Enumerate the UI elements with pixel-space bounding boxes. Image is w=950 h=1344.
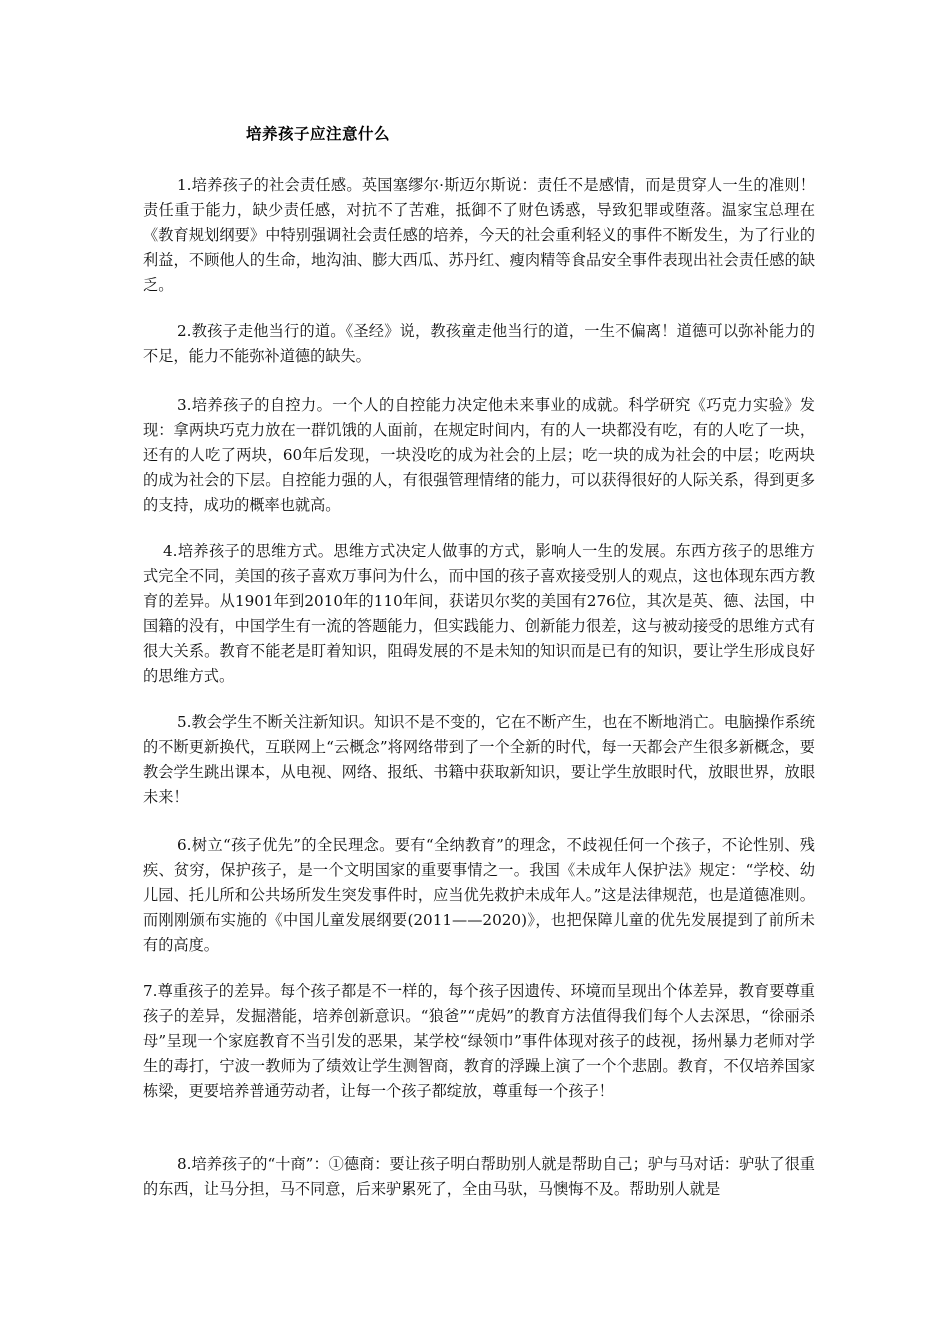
- paragraph-3: 3.培养孩子的自控力。一个人的自控能力决定他未来事业的成就。科学研究《巧克力实验》发现：拿两块巧克力放在一群饥饿的人面前，在规定时间内，有的人一块都没有吃，有的人吃了一块，还有的人吃了两块，60年后发现，一块没吃的成为社会的上层；吃一块的成为社会的中层；吃两块的成为社会的下层。自控能力强的人，有很强管理情绪的能力，可以获得很好的人际关系，得到更多的支持，成功的概率也就高。: [143, 396, 815, 514]
- paragraph-6: 6.树立“孩子优先”的全民理念。要有“全纳教育”的理念，不歧视任何一个孩子，不论性别、残疾、贫穷，保护孩子，是一个文明国家的重要事情之一。我国《未成年人保护法》规定：“学校、幼儿园、托儿所和公共场所发生突发事件时，应当优先救护未成年人。”这是法律规范，也是道德准则。而刚刚颁布实施的《中国儿童发展纲要(2011——2020)》，也把保障儿童的优先发展提到了前所未有的高度。: [143, 836, 815, 954]
- paragraph-1: 1.培养孩子的社会责任感。英国塞缪尔·斯迈尔斯说：责任不是感情，而是贯穿人一生的准则！责任重于能力，缺少责任感，对抗不了苦难，抵御不了财色诱惑，导致犯罪或堕落。温家宝总理在《教育规划纲要》中特别强调社会责任感的培养，今天的社会重利轻义的事件不断发生，为了行业的利益，不顾他人的生命，地沟油、膨大西瓜、苏丹红、瘦肉精等食品安全事件表现出社会责任感的缺乏。: [143, 176, 815, 294]
- paragraph-5: 5.教会学生不断关注新知识。知识不是不变的，它在不断产生，也在不断地消亡。电脑操作系统的不断更新换代，互联网上“云概念”将网络带到了一个全新的时代，每一天都会产生很多新概念，要教会学生跳出课本，从电视、网络、报纸、书籍中获取新知识，要让学生放眼时代，放眼世界，放眼未来！: [143, 713, 815, 806]
- document-title: 培养孩子应注意什么: [246, 125, 391, 143]
- paragraph-2: 2.教孩子走他当行的道。《圣经》说，教孩童走他当行的道，一生不偏离！道德可以弥补能力的不足，能力不能弥补道德的缺失。: [143, 322, 815, 365]
- paragraph-4: 4.培养孩子的思维方式。思维方式决定人做事的方式，影响人一生的发展。东西方孩子的思维方式完全不同，美国的孩子喜欢万事问为什么，而中国的孩子喜欢接受别人的观点，这也体现东西方教育的差异。从1901年到2010年的110年间，获诺贝尔奖的美国有276位，其次是英、德、法国，中国籍的没有，中国学生有一流的答题能力，但实践能力、创新能力很差，这与被动接受的思维方式有很大关系。教育不能老是盯着知识，阻碍发展的不是未知的知识而是已有的知识，要让学生形成良好的思维方式。: [143, 542, 815, 685]
- paragraph-7: 7.尊重孩子的差异。每个孩子都是不一样的，每个孩子因遗传、环境而呈现出个体差异，教育要尊重孩子的差异，发掘潜能，培养创新意识。“狼爸”“虎妈”的教育方法值得我们每个人去深思，“徐丽杀母”呈现一个家庭教育不当引发的恶果，某学校“绿领巾”事件体现对孩子的歧视，扬州暴力老师对学生的毒打，宁波一教师为了绩效让学生测智商，教育的浮躁上演了一个个悲剧。教育，不仅培养国家栋梁，更要培养普通劳动者，让每一个孩子都绽放，尊重每一个孩子！: [143, 982, 815, 1100]
- paragraph-8: 8.培养孩子的“十商”：①德商：要让孩子明白帮助别人就是帮助自己；驴与马对话：驴驮了很重的东西，让马分担，马不同意，后来驴累死了，全由马驮，马懊悔不及。帮助别人就是: [143, 1155, 815, 1198]
